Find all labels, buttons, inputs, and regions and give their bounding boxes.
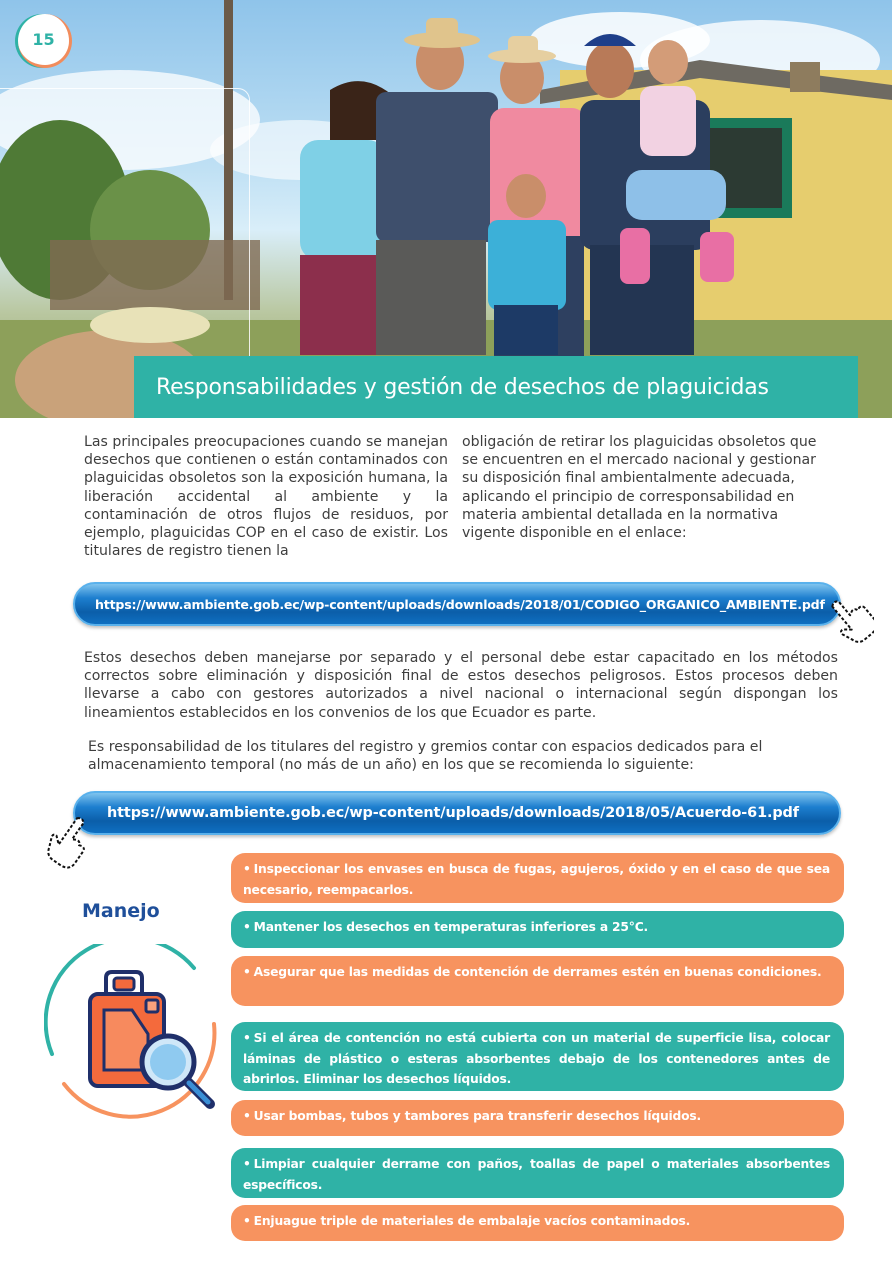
hero-photo xyxy=(0,0,892,418)
bullet-text: Mantener los desechos en temperaturas inferiores a 25°C. xyxy=(253,920,649,934)
bullet-text: Limpiar cualquier derrame con paños, toallas de papel o materiales absorbentes específicos. xyxy=(243,1157,830,1192)
bullet-enjuague xyxy=(231,1205,844,1241)
link-acuerdo-61-text[interactable]: https://www.ambiente.gob.ec/wp-content/uploads/downloads/2018/05/Acuerdo-61.pdf xyxy=(107,805,799,821)
link-codigo-organico-ambiente[interactable] xyxy=(73,582,841,626)
pointer-hand-icon xyxy=(828,594,874,648)
bullet-text: Enjuague triple de materiales de embalaje vacíos contaminados. xyxy=(253,1214,691,1228)
bullet-text: Asegurar que las medidas de contención de derrames estén en buenas condiciones. xyxy=(253,965,822,979)
bullet-marker: • xyxy=(243,1109,251,1123)
bullet-inspeccionar xyxy=(231,853,844,903)
paragraph-desechos: Estos desechos deben manejarse por separado y el personal debe estar capacitado en los métodos correctos sobre eliminación y disposición final de estos desechos peligrosos. Estos procesos deben llevarse a cabo con gestores autorizados a nivel nacional o internacional según dispongan los lineamientos establecidos en los convenios de los que Ecuador es parte. xyxy=(84,650,838,721)
bullet-bombas xyxy=(231,1100,844,1136)
bullet-text: Inspeccionar los envases en busca de fugas, agujeros, óxido y en el caso de que sea necesario, reempacarlos. xyxy=(243,862,830,897)
bullet-text: Si el área de contención no está cubierta con un material de superficie lisa, colocar láminas de plástico o esteras absorbentes debajo de los contenedores antes de abrirlos. Eliminar los desechos líquidos. xyxy=(243,1031,830,1086)
bullet-text: Usar bombas, tubos y tambores para transferir desechos líquidos. xyxy=(253,1109,701,1123)
bullet-marker: • xyxy=(243,1031,251,1045)
bullet-derrame xyxy=(231,1148,844,1198)
page-number: 15 xyxy=(32,30,55,49)
page-number-badge xyxy=(18,14,72,68)
title-banner xyxy=(134,356,858,418)
link-codigo-organico-ambiente-text[interactable]: https://www.ambiente.gob.ec/wp-content/uploads/downloads/2018/01/CODIGO_ORGANICO_AMBIENTE.pdf xyxy=(95,596,825,612)
paragraph-responsabilidad: Es responsabilidad de los titulares del registro y gremios contar con espacios dedicados para el almacenamiento temporal (no más de un año) en los que se recomienda lo siguiente: xyxy=(88,739,763,774)
bullet-superficie xyxy=(231,1022,844,1091)
section-title-manejo: Manejo xyxy=(82,900,160,922)
bullet-contencion xyxy=(231,956,844,1006)
link-acuerdo-61[interactable] xyxy=(73,791,841,835)
bullet-marker: • xyxy=(243,920,251,934)
page-title: Responsabilidades y gestión de desechos de plaguicidas xyxy=(156,374,769,400)
bullet-marker: • xyxy=(243,1214,251,1228)
bullet-marker: • xyxy=(243,1157,251,1171)
paragraph-left: Las principales preocupaciones cuando se manejan desechos que contienen o están contaminados con plaguicidas obsoletos son la exposición humana, la liberación accidental al ambiente y la contaminación de otros flujos de residuos, por ejemplo, plaguicidas COP en el caso de existir. Los titulares de registro tienen la xyxy=(84,434,448,560)
jerrycan-magnifier-icon xyxy=(44,944,220,1120)
bullet-marker: • xyxy=(243,965,251,979)
bullet-marker: • xyxy=(243,862,251,876)
pointer-hand-icon xyxy=(42,812,90,870)
paragraph-right: obligación de retirar los plaguicidas obsoletos que se encuentren en el mercado nacional y gestionar su disposición final ambientalmente adecuada, aplicando el principio de corresponsabilidad en materia ambiental detallada en la normativa vigente disponible en el enlace: xyxy=(462,434,817,542)
bullet-temperatura xyxy=(231,911,844,948)
